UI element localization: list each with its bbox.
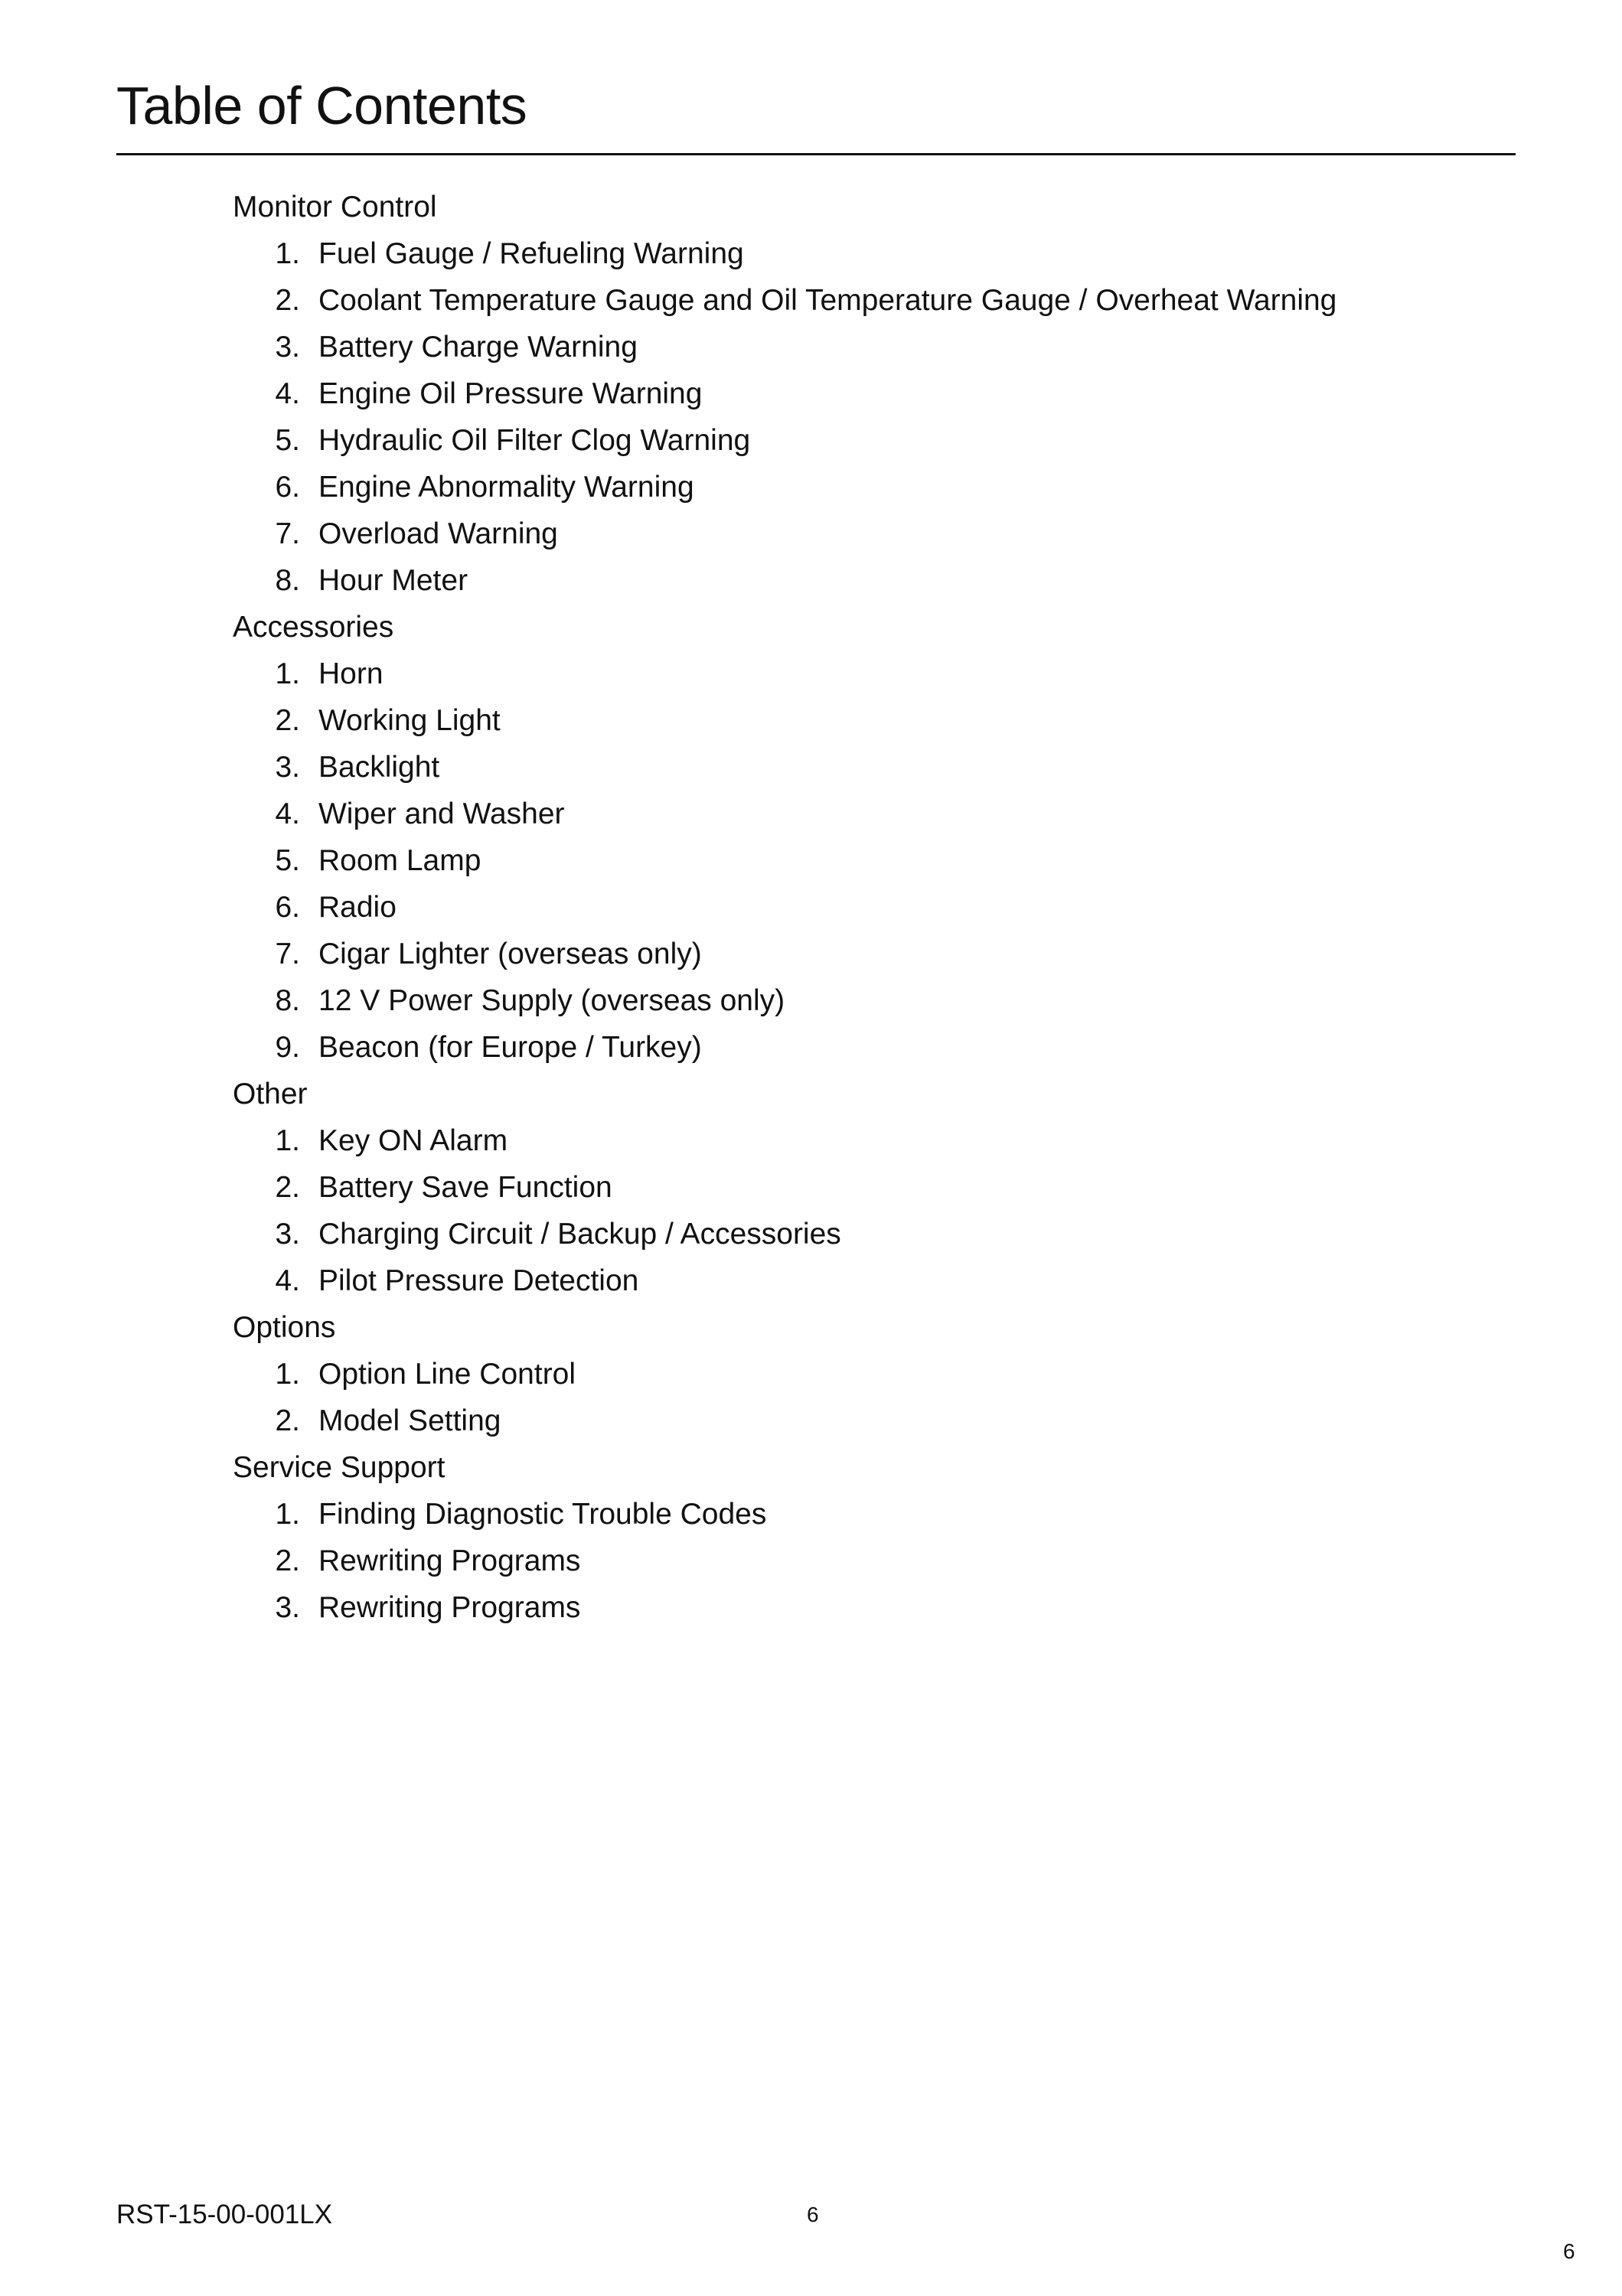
- toc-entry-label: Engine Oil Pressure Warning: [318, 377, 703, 410]
- toc-entry-number: 3.: [275, 1591, 300, 1624]
- toc-section-heading[interactable]: Monitor Control: [233, 191, 437, 223]
- toc-entry-number: 4.: [275, 1264, 300, 1297]
- toc-entry-label: 12 V Power Supply (overseas only): [318, 984, 785, 1017]
- toc-entry-label: Charging Circuit / Backup / Accessories: [318, 1218, 841, 1251]
- toc-entry-number: 4.: [275, 377, 300, 410]
- toc-entry-label: Fuel Gauge / Refueling Warning: [318, 237, 744, 270]
- toc-section: [233, 1071, 1496, 1304]
- toc-section: [233, 604, 1496, 1071]
- toc-entry[interactable]: [233, 1024, 1496, 1071]
- toc-entry-label: Coolant Temperature Gauge and Oil Temperature Gauge / Overheat Warning: [318, 284, 1337, 317]
- toc-entry[interactable]: [233, 1584, 1496, 1631]
- toc-entry-number: 3.: [275, 331, 300, 364]
- toc-section-heading[interactable]: Other: [233, 1078, 308, 1110]
- toc-entry-number: 1.: [275, 1498, 300, 1531]
- toc-entry-label: Overload Warning: [318, 517, 558, 550]
- toc-entry-label: Hour Meter: [318, 564, 468, 597]
- footer-document-id: RST-15-00-001LX: [116, 2200, 333, 2229]
- toc-entry[interactable]: [233, 464, 1496, 510]
- toc-entry[interactable]: [233, 977, 1496, 1024]
- toc-entry-number: 5.: [275, 424, 300, 457]
- table-of-contents: [233, 184, 1496, 1631]
- toc-entry-number: 3.: [275, 1218, 300, 1251]
- toc-entry[interactable]: [233, 744, 1496, 791]
- toc-entry[interactable]: [233, 370, 1496, 417]
- toc-entry-label: Radio: [318, 891, 397, 924]
- toc-entry-label: Pilot Pressure Detection: [318, 1264, 639, 1297]
- toc-entry[interactable]: [233, 791, 1496, 837]
- title-divider: [116, 153, 1516, 155]
- page-title: Table of Contents: [116, 76, 527, 135]
- toc-section-heading[interactable]: Accessories: [233, 611, 394, 644]
- toc-entry[interactable]: [233, 1351, 1496, 1397]
- toc-entry-label: Horn: [318, 657, 383, 690]
- toc-entry-number: 1.: [275, 1358, 300, 1391]
- toc-entry[interactable]: [233, 697, 1496, 744]
- toc-entry[interactable]: [233, 417, 1496, 464]
- toc-entry[interactable]: [233, 1211, 1496, 1257]
- toc-entry-number: 2.: [275, 284, 300, 317]
- toc-entry[interactable]: [233, 1164, 1496, 1211]
- toc-entry-label: Model Setting: [318, 1404, 501, 1437]
- toc-entry-number: 3.: [275, 751, 300, 784]
- toc-entry-number: 6.: [275, 471, 300, 504]
- toc-entry[interactable]: [233, 557, 1496, 604]
- toc-entry[interactable]: [233, 1257, 1496, 1304]
- corner-page-number: 6: [1563, 2239, 1575, 2263]
- toc-entry-label: Battery Charge Warning: [318, 331, 638, 364]
- toc-entry-label: Finding Diagnostic Trouble Codes: [318, 1498, 767, 1531]
- toc-section-heading[interactable]: Options: [233, 1311, 336, 1344]
- toc-entry-number: 1.: [275, 1124, 300, 1157]
- toc-entry-number: 2.: [275, 704, 300, 737]
- toc-entry-number: 2.: [275, 1544, 300, 1577]
- toc-entry-label: Beacon (for Europe / Turkey): [318, 1031, 702, 1064]
- toc-entry[interactable]: [233, 1538, 1496, 1584]
- toc-entry-number: 4.: [275, 797, 300, 830]
- toc-entry[interactable]: [233, 1117, 1496, 1164]
- toc-entry-label: Engine Abnormality Warning: [318, 471, 694, 504]
- toc-entry[interactable]: [233, 931, 1496, 977]
- toc-entry[interactable]: [233, 324, 1496, 370]
- toc-section-heading[interactable]: Service Support: [233, 1451, 445, 1484]
- toc-entry-number: 9.: [275, 1031, 300, 1064]
- toc-entry-number: 2.: [275, 1171, 300, 1204]
- toc-entry-label: Battery Save Function: [318, 1171, 612, 1204]
- toc-entry-number: 1.: [275, 657, 300, 690]
- toc-entry-number: 8.: [275, 984, 300, 1017]
- toc-entry-number: 8.: [275, 564, 300, 597]
- toc-entry-number: 7.: [275, 938, 300, 970]
- toc-entry-label: Rewriting Programs: [318, 1544, 581, 1577]
- toc-entry-label: Hydraulic Oil Filter Clog Warning: [318, 424, 751, 457]
- toc-entry-number: 5.: [275, 844, 300, 877]
- toc-entry-number: 2.: [275, 1404, 300, 1437]
- toc-entry[interactable]: [233, 837, 1496, 884]
- toc-entry-number: 7.: [275, 517, 300, 550]
- toc-entry-label: Room Lamp: [318, 844, 481, 877]
- toc-entry-label: Working Light: [318, 704, 501, 737]
- toc-section: [233, 1444, 1496, 1631]
- toc-entry[interactable]: [233, 1397, 1496, 1444]
- toc-entry-number: 1.: [275, 237, 300, 270]
- toc-section: [233, 184, 1496, 604]
- toc-entry-label: Rewriting Programs: [318, 1591, 581, 1624]
- toc-entry-label: Cigar Lighter (overseas only): [318, 938, 702, 970]
- footer-page-number: 6: [807, 2203, 819, 2226]
- toc-entry-label: Wiper and Washer: [318, 797, 565, 830]
- toc-entry-number: 6.: [275, 891, 300, 924]
- toc-entry-label: Option Line Control: [318, 1358, 576, 1391]
- toc-entry[interactable]: [233, 1491, 1496, 1538]
- toc-entry[interactable]: [233, 651, 1496, 697]
- toc-entry-label: Key ON Alarm: [318, 1124, 508, 1157]
- toc-entry[interactable]: [233, 277, 1496, 324]
- toc-entry[interactable]: [233, 230, 1496, 277]
- toc-section: [233, 1304, 1496, 1444]
- toc-entry[interactable]: [233, 510, 1496, 557]
- toc-entry-label: Backlight: [318, 751, 440, 784]
- toc-entry[interactable]: [233, 884, 1496, 931]
